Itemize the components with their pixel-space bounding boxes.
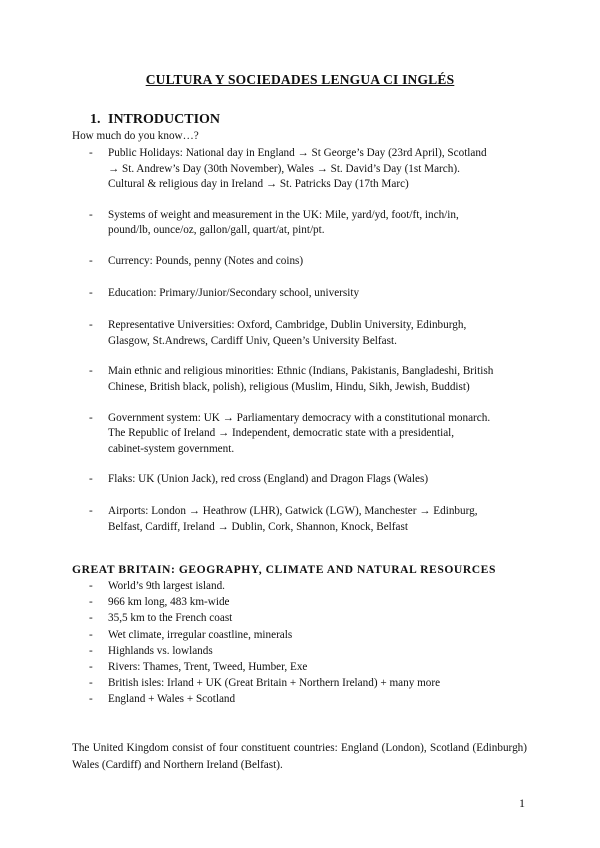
list-item-line: Cultural & religious day in Ireland → St. Patricks Day (17th Marc) — [108, 178, 409, 191]
bullet-dash: - — [89, 661, 93, 674]
list-item-line: Belfast, Cardiff, Ireland → Dublin, Cork, Shannon, Knock, Belfast — [108, 521, 408, 533]
list-item-text: World’s 9th largest island. — [108, 580, 225, 592]
bullet-dash: - — [89, 580, 93, 592]
bullet-dash: - — [89, 473, 93, 486]
list-item-line: Currency: Pounds, penny (Notes and coins) — [108, 254, 304, 267]
section-number: 1. — [90, 112, 101, 127]
bullet-dash: - — [89, 319, 93, 332]
list-item-text: British isles: Irland + UK (Great Britain + Northern Ireland) + many more — [108, 677, 441, 690]
list-item-line: Glasgow, St.Andrews, Cardiff Univ, Queen’s University Belfast. — [108, 334, 397, 347]
bullet-dash: - — [89, 596, 93, 609]
bullet-dash: - — [89, 677, 93, 690]
list-item — [72, 146, 527, 193]
list-item — [72, 411, 527, 458]
page-number: 1 — [519, 796, 525, 810]
list-item — [72, 504, 527, 535]
bullet-dash: - — [89, 693, 93, 706]
list-item — [72, 472, 527, 488]
list-item — [72, 675, 527, 691]
list-item-line: Flaks: UK (Union Jack), red cross (England) and Dragon Flags (Wales) — [108, 473, 429, 486]
list-item-line: cabinet-system government. — [108, 442, 235, 455]
intro-bullet-list — [72, 146, 527, 551]
list-item — [72, 610, 527, 626]
bullet-dash: - — [89, 411, 93, 424]
list-item-text: 35,5 km to the French coast — [108, 612, 233, 625]
bullet-dash: - — [89, 254, 93, 267]
list-item — [72, 691, 527, 707]
list-item-line: Chinese, British black, polish), religious (Muslim, Hindu, Sikh, Jewish, Buddist) — [108, 380, 470, 393]
list-item-line: → St. Andrew’s Day (30th November), Wales → St. David’s Day (1st March). — [108, 162, 460, 175]
list-item-line: Representative Universities: Oxford, Cambridge, Dublin University, Edinburgh, — [108, 319, 467, 332]
list-item — [72, 594, 527, 610]
bullet-dash: - — [89, 147, 93, 159]
section-heading-text: INTRODUCTION — [108, 112, 221, 127]
section-heading — [90, 112, 220, 128]
list-item — [72, 208, 527, 239]
list-item — [72, 286, 527, 302]
list-item-line: Systems of weight and measurement in the UK: Mile, yard/yd, foot/ft, inch/in, — [108, 208, 459, 221]
list-item — [72, 254, 527, 270]
bullet-dash: - — [89, 287, 93, 300]
list-item-line: Main ethnic and religious minorities: Ethnic (Indians, Pakistanis, Bangladeshi, British — [108, 365, 494, 378]
list-item-text: 966 km long, 483 km-wide — [108, 596, 230, 609]
intro-question: How much do you know…? — [72, 130, 199, 142]
list-item-line: Public Holidays: National day in England → St George’s Day (23rd April), Scotland — [108, 147, 487, 159]
list-item — [72, 643, 527, 659]
list-item-line: Government system: UK → Parliamentary democracy with a constitutional monarch. — [108, 411, 491, 424]
list-item-text: Highlands vs. lowlands — [108, 644, 213, 657]
document-title: CULTURA Y SOCIEDADES LENGUA CI INGLÉS — [145, 72, 455, 87]
bullet-dash: - — [89, 365, 93, 378]
list-item — [72, 364, 527, 395]
list-item-text: Rivers: Thames, Trent, Tweed, Humber, Exe — [108, 661, 308, 674]
list-item — [72, 318, 527, 349]
list-item-line: pound/lb, ounce/oz, gallon/gall, quart/at, pint/pt. — [108, 224, 325, 237]
list-item-text: Wet climate, irregular coastline, minerals — [108, 628, 293, 641]
bullet-dash: - — [89, 644, 93, 657]
bullet-dash: - — [89, 628, 93, 641]
gb-bullet-list — [72, 578, 527, 708]
bullet-dash: - — [89, 208, 93, 221]
list-item — [72, 578, 527, 594]
list-item-line: Airports: London → Heathrow (LHR), Gatwick (LGW), Manchester → Edinburg, — [108, 505, 478, 518]
list-item-text: England + Wales + Scotland — [108, 693, 236, 706]
list-item — [72, 659, 527, 675]
list-item-line: The Republic of Ireland → Independent, democratic state with a presidential, — [108, 427, 455, 440]
list-item — [72, 627, 527, 643]
list-item-line: Education: Primary/Junior/Secondary school, university — [108, 287, 360, 300]
paragraph-uk: The United Kingdom consist of four constituent countries: England (London), Scotland (Edinburgh) Wales (Cardiff) and Northern Ireland (Belfast). — [72, 742, 527, 771]
bullet-dash: - — [89, 505, 93, 518]
gb-section-heading: GREAT BRITAIN: GEOGRAPHY, CLIMATE AND NATURAL RESOURCES — [72, 563, 496, 576]
bullet-dash: - — [89, 612, 93, 625]
